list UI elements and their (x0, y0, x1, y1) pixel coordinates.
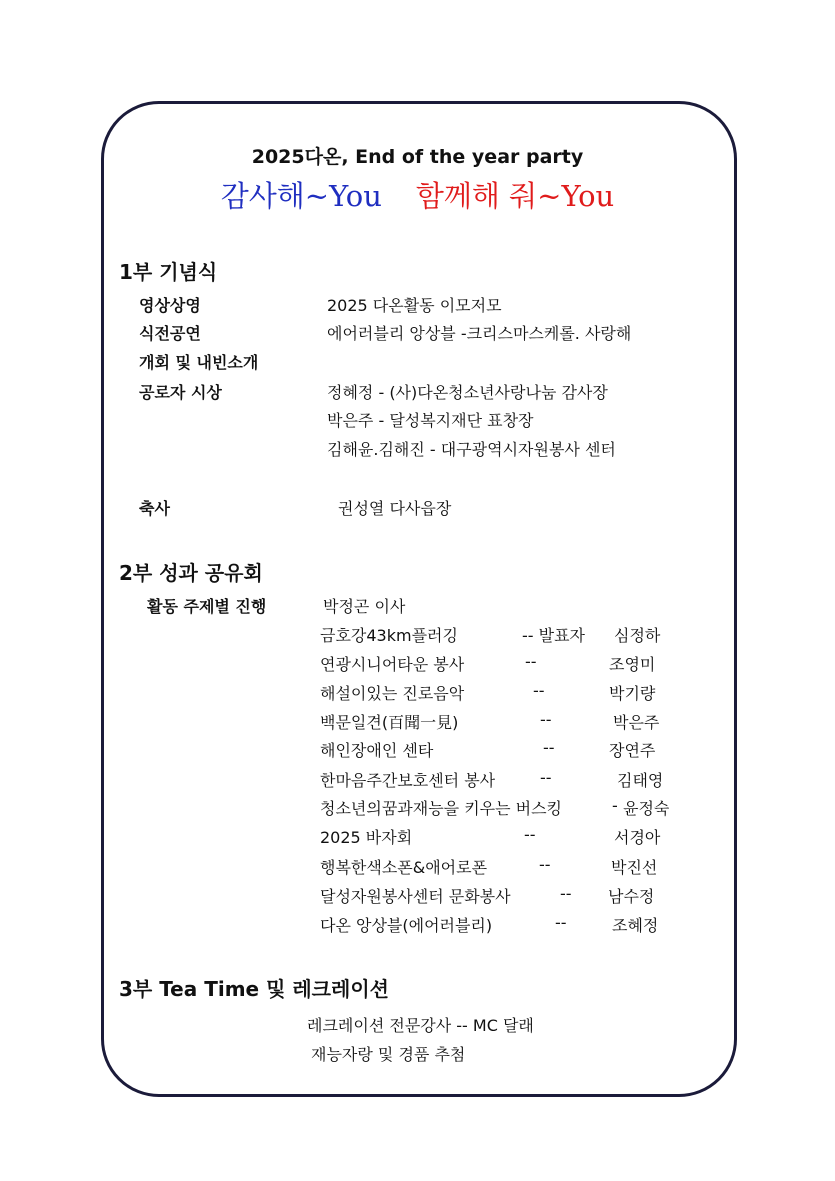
presenter: 박진선 (611, 858, 658, 877)
separator: -- (533, 681, 545, 700)
topic: 해인장애인 센타 (320, 741, 434, 760)
presenter: 심정하 (614, 626, 661, 645)
separator: -- (543, 738, 555, 757)
separator: -- (560, 884, 572, 903)
topic: 금호강43km플러깅 (320, 626, 458, 645)
topic: 백문일견(百聞一見) (320, 713, 459, 732)
part3-heading: 3부 Tea Time 및 레크레이션 (119, 977, 389, 1001)
topic: 한마음주간보호센터 봉사 (320, 771, 496, 790)
part2-lead-value: 박정곤 이사 (323, 597, 406, 616)
topic: 달성자원봉사센터 문화봉사 (320, 887, 511, 906)
topic: 연광시니어타운 봉사 (320, 655, 465, 674)
part1-value: 권성열 다사읍장 (338, 499, 452, 518)
topic: 행복한색소폰&애어로폰 (320, 858, 488, 877)
part2-lead-label: 활동 주제별 진행 (147, 597, 267, 616)
event-title: 2025다온, End of the year party (251, 146, 584, 168)
presenter: 서경아 (614, 828, 661, 847)
part1-value: 김해윤.김해진 - 대구광역시자원봉사 센터 (327, 440, 616, 459)
part2-heading: 2부 성과 공유회 (119, 561, 263, 585)
slogan-thanks: 감사해~You (220, 179, 382, 213)
part3-line: 레크레이션 전문강사 -- MC 달래 (307, 1016, 534, 1035)
part1-label: 공로자 시상 (139, 383, 222, 402)
separator: -- (525, 652, 537, 671)
separator: -- (555, 913, 567, 932)
presenter: 박은주 (613, 713, 660, 732)
separator: -- (539, 855, 551, 874)
separator: -- 발표자 (522, 626, 586, 645)
part1-value: 2025 다온활동 이모저모 (327, 296, 502, 315)
part1-label: 식전공연 (139, 324, 201, 343)
presenter: 윤정숙 (623, 799, 670, 818)
presenter: 박기량 (609, 684, 656, 703)
topic: 2025 바자회 (320, 828, 413, 847)
part1-label: 개회 및 내빈소개 (139, 353, 259, 372)
separator: -- (540, 768, 552, 787)
separator: -- (540, 710, 552, 729)
event-slogan (0, 174, 835, 215)
part1-value: 정혜정 - (사)다온청소년사랑나눔 감사장 (327, 383, 608, 402)
part1-label: 축사 (139, 499, 170, 518)
part1-value: 박은주 - 달성복지재단 표창장 (327, 411, 534, 430)
presenter: 조영미 (609, 655, 656, 674)
separator: -- (524, 825, 536, 844)
slogan-together: 함께해 줘~You (415, 179, 615, 213)
part1-heading: 1부 기념식 (119, 260, 218, 284)
topic: 청소년의꿈과재능을 키우는 버스킹 (320, 799, 563, 818)
presenter: 조혜정 (612, 916, 659, 935)
part1-value: 에어러블리 앙상블 -크리스마스케롤. 사랑해 (327, 324, 632, 343)
presenter: 장연주 (609, 741, 656, 760)
presenter: 김태영 (617, 771, 664, 790)
part3-line: 재능자랑 및 경품 추첨 (311, 1045, 466, 1064)
separator: - (612, 796, 618, 815)
topic: 다온 앙상블(에어러블리) (320, 916, 493, 935)
presenter: 남수정 (608, 887, 655, 906)
topic: 해설이있는 진로음악 (320, 684, 465, 703)
part1-label: 영상상영 (139, 296, 201, 315)
